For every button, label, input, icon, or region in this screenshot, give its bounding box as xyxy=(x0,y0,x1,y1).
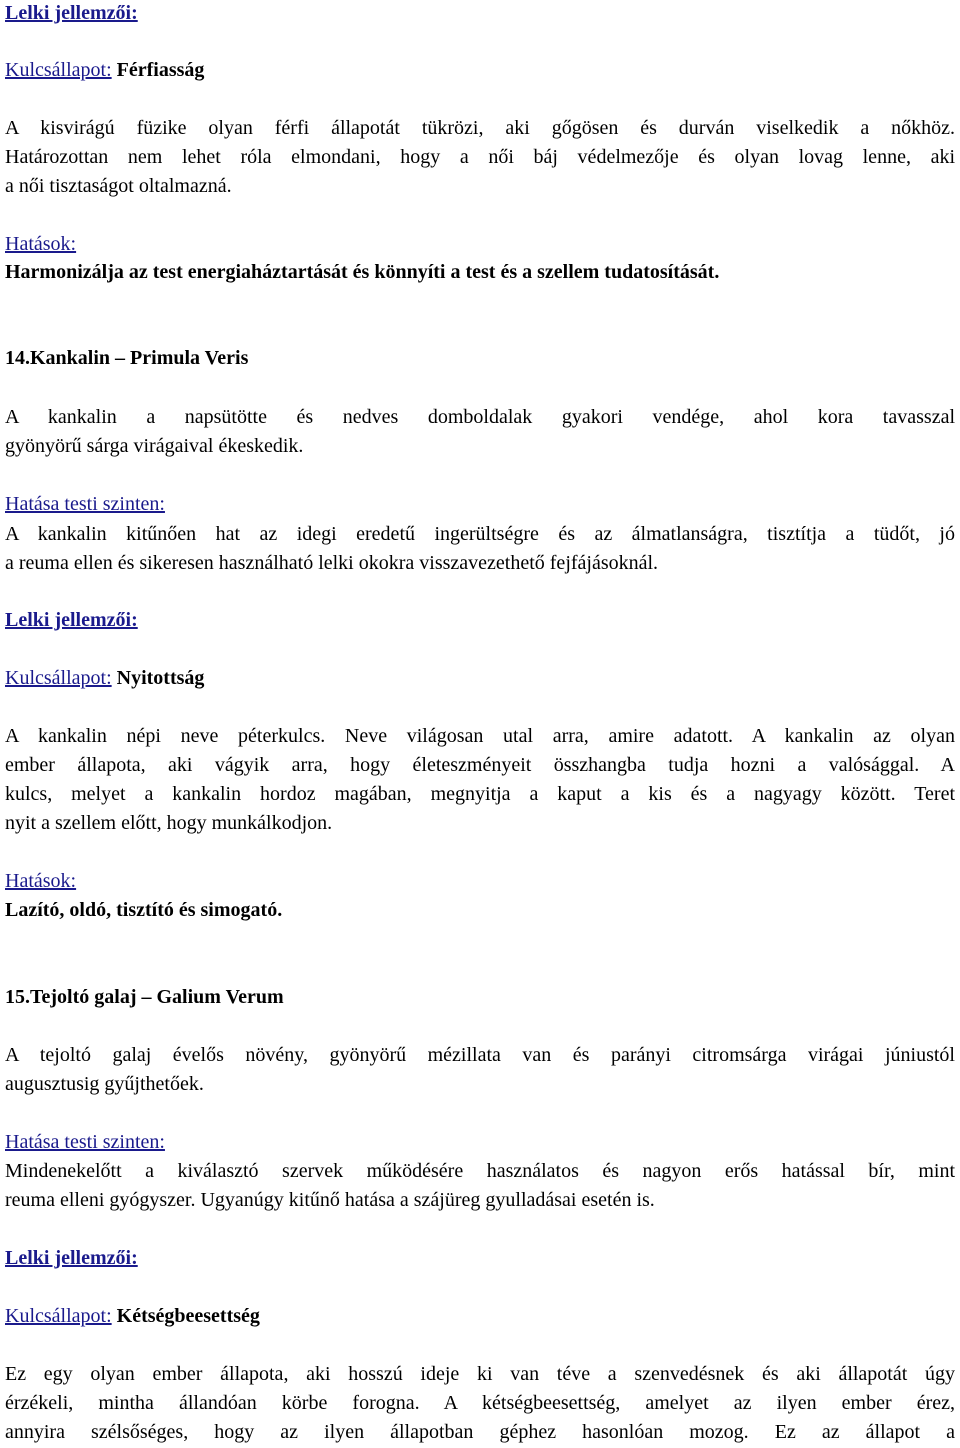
paragraph-line: Ez egy olyan ember állapota, aki hosszú ideje ki van téve a szenvedésnek és aki állapotát úgy xyxy=(5,1363,955,1385)
testi-line: a reuma ellen és sikeresen használható lelki okokra visszavezethető fejfájásoknál. xyxy=(5,552,659,574)
intro-line: gyönyörű sárga virágaival ékeskedik. xyxy=(5,435,304,457)
kulcsallapot-line xyxy=(5,57,955,83)
kulcsallapot-line xyxy=(5,665,955,691)
testi-line: A kankalin kitűnően hat az idegi eredetű ingerültségre és az álmatlanságra, tisztítja a tüdőt, jó xyxy=(5,523,955,545)
intro-line: augusztusig gyűjthetőek. xyxy=(5,1073,204,1095)
hatasok-text: Harmonizálja az test energiaháztartását és könnyíti a test és a szellem tudatosítását. xyxy=(5,261,720,283)
kulcsallapot-value: Férfiasság xyxy=(116,59,205,81)
lelki-jellemzoi-heading: Lelki jellemzői: xyxy=(5,609,138,631)
paragraph-line: ember állapota, aki vágyik arra, hogy életeszményeit összhangba tudja hozni a valósággal. A xyxy=(5,754,955,776)
testi-line: Mindenekelőtt a kiválasztó szervek működésére használatos és nagyon erős hatással bír, mint xyxy=(5,1160,955,1182)
paragraph-line: A kankalin népi neve péterkulcs. Neve világosan utal arra, amire adatott. A kankalin az olyan xyxy=(5,725,955,747)
kulcsallapot-line xyxy=(5,1303,955,1329)
paragraph-line: annyira szélsőséges, hogy az ilyen állapotban géphez hasonlóan mozog. Ez az állapot a xyxy=(5,1421,955,1443)
kulcsallapot-value: Nyitottság xyxy=(116,667,205,689)
section-title: 15.Tejoltó galaj – Galium Verum xyxy=(5,986,284,1008)
kulcsallapot-label: Kulcsállapot: xyxy=(5,667,112,689)
paragraph-line: érzékeli, mintha állandóan körbe forogna. A kétségbeesettség, amelyet az ilyen ember érez, xyxy=(5,1392,955,1414)
intro-line: A kankalin a napsütötte és nedves domboldalak gyakori vendége, ahol kora tavasszal xyxy=(5,406,955,428)
kulcsallapot-label: Kulcsállapot: xyxy=(5,59,112,81)
lelki-jellemzoi-heading: Lelki jellemzői: xyxy=(5,2,138,24)
testi-line: reuma elleni gyógyszer. Ugyanúgy kitűnő hatása a szájüreg gyulladásai esetén is. xyxy=(5,1189,655,1211)
hatasa-testi-szinten-label: Hatása testi szinten: xyxy=(5,493,165,515)
hatasok-label: Hatások: xyxy=(5,233,77,255)
hatasa-testi-szinten-label: Hatása testi szinten: xyxy=(5,1131,165,1153)
intro-line: A tejoltó galaj évelős növény, gyönyörű mézillata van és parányi citromsárga virágai júniustól xyxy=(5,1044,955,1066)
kulcsallapot-value: Kétségbeesettség xyxy=(116,1305,260,1327)
hatasok-label: Hatások: xyxy=(5,870,77,892)
paragraph-line: Határozottan nem lehet róla elmondani, hogy a női báj védelmezője és olyan lovag lenne, aki xyxy=(5,146,955,168)
paragraph-line: A kisvirágú füzike olyan férfi állapotát tükrözi, aki gőgösen és durván viselkedik a nőkhöz. xyxy=(5,117,955,139)
kulcsallapot-label: Kulcsállapot: xyxy=(5,1305,112,1327)
paragraph-line: a női tisztaságot oltalmazná. xyxy=(5,175,232,197)
hatasok-text: Lazító, oldó, tisztító és simogató. xyxy=(5,899,283,921)
paragraph-line: kulcs, melyet a kankalin hordoz magában, megnyitja a kaput a kis és a nagyagy között. Teret xyxy=(5,783,955,805)
paragraph-line: nyit a szellem előtt, hogy munkálkodjon. xyxy=(5,812,333,834)
lelki-jellemzoi-heading: Lelki jellemzői: xyxy=(5,1247,138,1269)
section-title: 14.Kankalin – Primula Veris xyxy=(5,347,249,369)
